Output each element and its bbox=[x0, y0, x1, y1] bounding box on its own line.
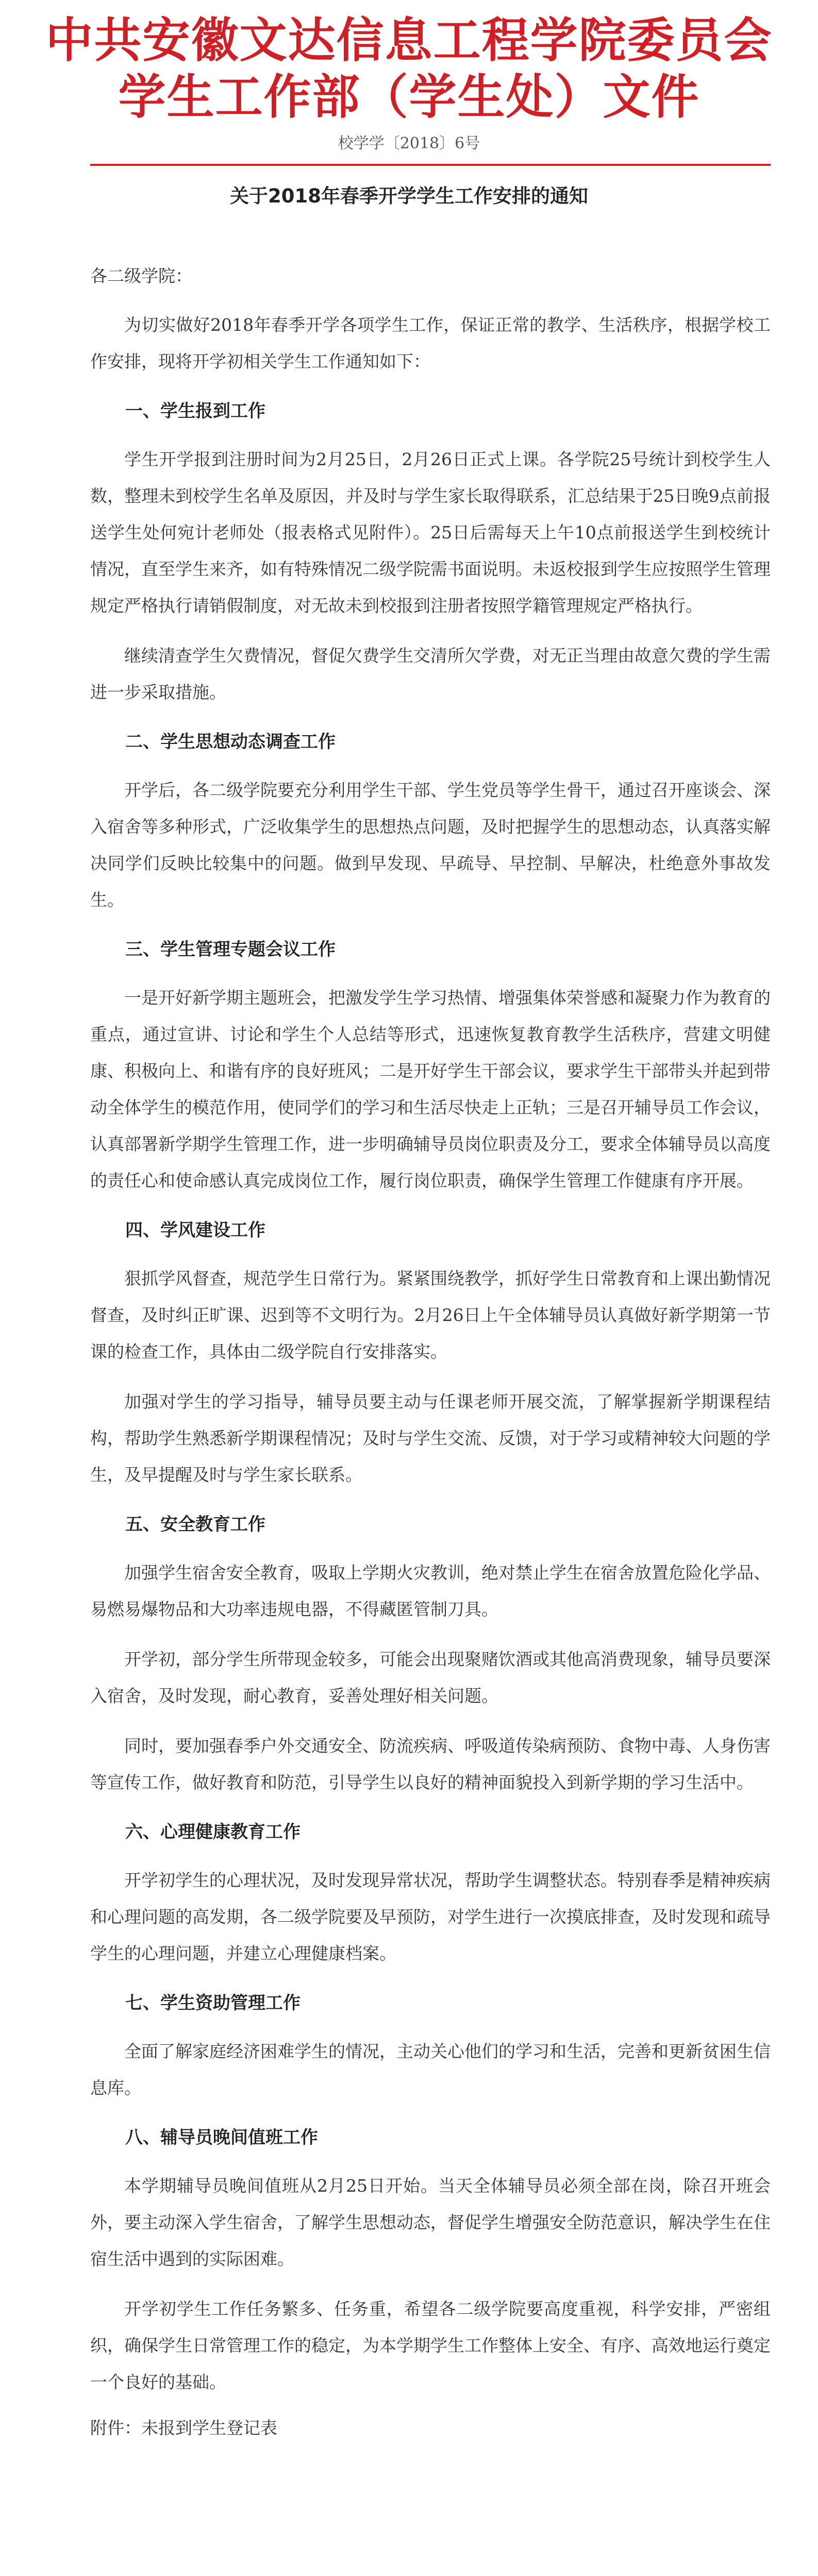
section-paragraph: 开学初，部分学生所带现金较多，可能会出现聚赌饮酒或其他高消费现象，辅导员要深入宿舍，及时发现，耐心教育，妥善处理好相关问题。 bbox=[90, 1649, 771, 1706]
section-heading: 一、学生报到工作 bbox=[125, 401, 265, 421]
section-paragraph: 开学后，各二级学院要充分利用学生干部、学生党员等学生骨干，通过召开座谈会、深入宿舍等多种形式，广泛收集学生的思想热点问题，及时把握学生的思想动态，认真落实解决同学们反映比较集中的问题。做到早发现、早疏导、早控制、早解决，杜绝意外事故发生。 bbox=[90, 780, 771, 910]
section-heading: 二、学生思想动态调查工作 bbox=[125, 732, 336, 752]
section-paragraph: 本学期辅导员晚间值班从2月25日开始。当天全体辅导员必须全部在岗，除召开班会外，要主动深入学生宿舍，了解学生思想动态，督促学生增强安全防范意识，解决学生在住宿生活中遇到的实际困难。 bbox=[90, 2176, 771, 2269]
attachment-note: 附件：未报到学生登记表 bbox=[90, 2418, 277, 2438]
section-paragraph: 狠抓学风督查，规范学生日常行为。紧紧围绕教学，抓好学生日常教育和上课出勤情况督查，及时纠正旷课、迟到等不文明行为。2月26日上午全体辅导员认真做好新学期第一节课的检查工作，具体由二级学院自行安排落实。 bbox=[90, 1268, 771, 1362]
section-heading: 六、心理健康教育工作 bbox=[125, 1822, 301, 1842]
document-header-title-line1: 中共安徽文达信息工程学院委员会 bbox=[45, 12, 773, 68]
section-paragraph: 同时，要加强春季户外交通安全、防流疾病、呼吸道传染病预防、食物中毒、人身伤害等宣传工作，做好教育和防范，引导学生以良好的精神面貌投入到新学期的学习生活中。 bbox=[90, 1736, 771, 1792]
section-heading: 八、辅导员晚间值班工作 bbox=[125, 2127, 318, 2148]
section-heading: 五、安全教育工作 bbox=[125, 1514, 265, 1535]
section-paragraph: 一是开好新学期主题班会，把激发学生学习热情、增强集体荣誉感和凝聚力作为教育的重点，通过宣讲、讨论和学生个人总结等形式，迅速恢复教育教学生活秩序，营建文明健康、积极向上、和谐有序的良好班风；二是开好学生干部会议，要求学生干部带头并起到带动全体学生的模范作用，使同学们的学习和生活尽快走上正轨；三是召开辅导员工作会议，认真部署新学期学生管理工作，进一步明确辅导员岗位职责及分工，要求全体辅导员以高度的责任心和使命感认真完成岗位工作，履行岗位职责，确保学生管理工作健康有序开展。 bbox=[90, 988, 771, 1191]
notice-title: 关于2018年春季开学学生工作安排的通知 bbox=[230, 185, 588, 207]
document-body bbox=[90, 258, 771, 2446]
section-paragraph: 继续清查学生欠费情况，督促欠费学生交清所欠学费，对无正当理由故意欠费的学生需进一步采取措施。 bbox=[90, 646, 771, 702]
section-paragraph: 加强对学生的学习指导，辅导员要主动与任课老师开展交流，了解掌握新学期课程结构，帮助学生熟悉新学期课程情况；及时与学生交流、反馈，对于学习或精神较大问题的学生，及早提醒及时与学生家长联系。 bbox=[90, 1392, 771, 1485]
section-paragraph: 加强学生宿舍安全教育，吸取上学期火灾教训，绝对禁止学生在宿舍放置危险化学品、易燃易爆物品和大功率违规电器，不得藏匿管制刀具。 bbox=[90, 1563, 771, 1619]
document-header-title-line2: 学生工作部（学生处）文件 bbox=[118, 69, 700, 125]
section-heading: 七、学生资助管理工作 bbox=[125, 1993, 301, 2013]
section-heading: 三、学生管理专题会议工作 bbox=[125, 939, 336, 960]
section-paragraph: 学生开学报到注册时间为2月25日，2月26日正式上课。各学院25号统计到校学生人数，整理未到校学生名单及原因，并及时与学生家长取得联系，汇总结果于25日晚9点前报送学生处何宛计老师处（报表格式见附件）。25日后需每天上午10点前报送学生到校统计情况，直至学生来齐，如有特殊情况二级学院需书面说明。未返校报到学生应按照学生管理规定严格执行请销假制度，对无故未到校报到注册者按照学籍管理规定严格执行。 bbox=[90, 449, 771, 616]
section-heading: 四、学风建设工作 bbox=[125, 1220, 265, 1241]
header-red-divider bbox=[90, 164, 771, 166]
section-paragraph: 开学初学生工作任务繁多、任务重，希望各二级学院要高度重视，科学安排，严密组织，确保学生日常管理工作的稳定，为本学期学生工作整体上安全、有序、高效地运行奠定一个良好的基础。 bbox=[90, 2299, 771, 2392]
intro-paragraph: 为切实做好2018年春季开学各项学生工作，保证正常的教学、生活秩序，根据学校工作安排，现将开学初相关学生工作通知如下： bbox=[90, 315, 771, 371]
section-paragraph: 全面了解家庭经济困难学生的情况，主动关心他们的学习和生活，完善和更新贫困生信息库。 bbox=[90, 2041, 771, 2098]
document-number: 校学学〔2018〕6号 bbox=[338, 134, 480, 152]
salutation: 各二级学院： bbox=[90, 266, 192, 286]
section-paragraph: 开学初学生的心理状况，及时发现异常状况，帮助学生调整状态。特别春季是精神疾病和心理问题的高发期，各二级学院要及早预防，对学生进行一次摸底排查，及时发现和疏导学生的心理问题，并建立心理健康档案。 bbox=[90, 1870, 771, 1963]
